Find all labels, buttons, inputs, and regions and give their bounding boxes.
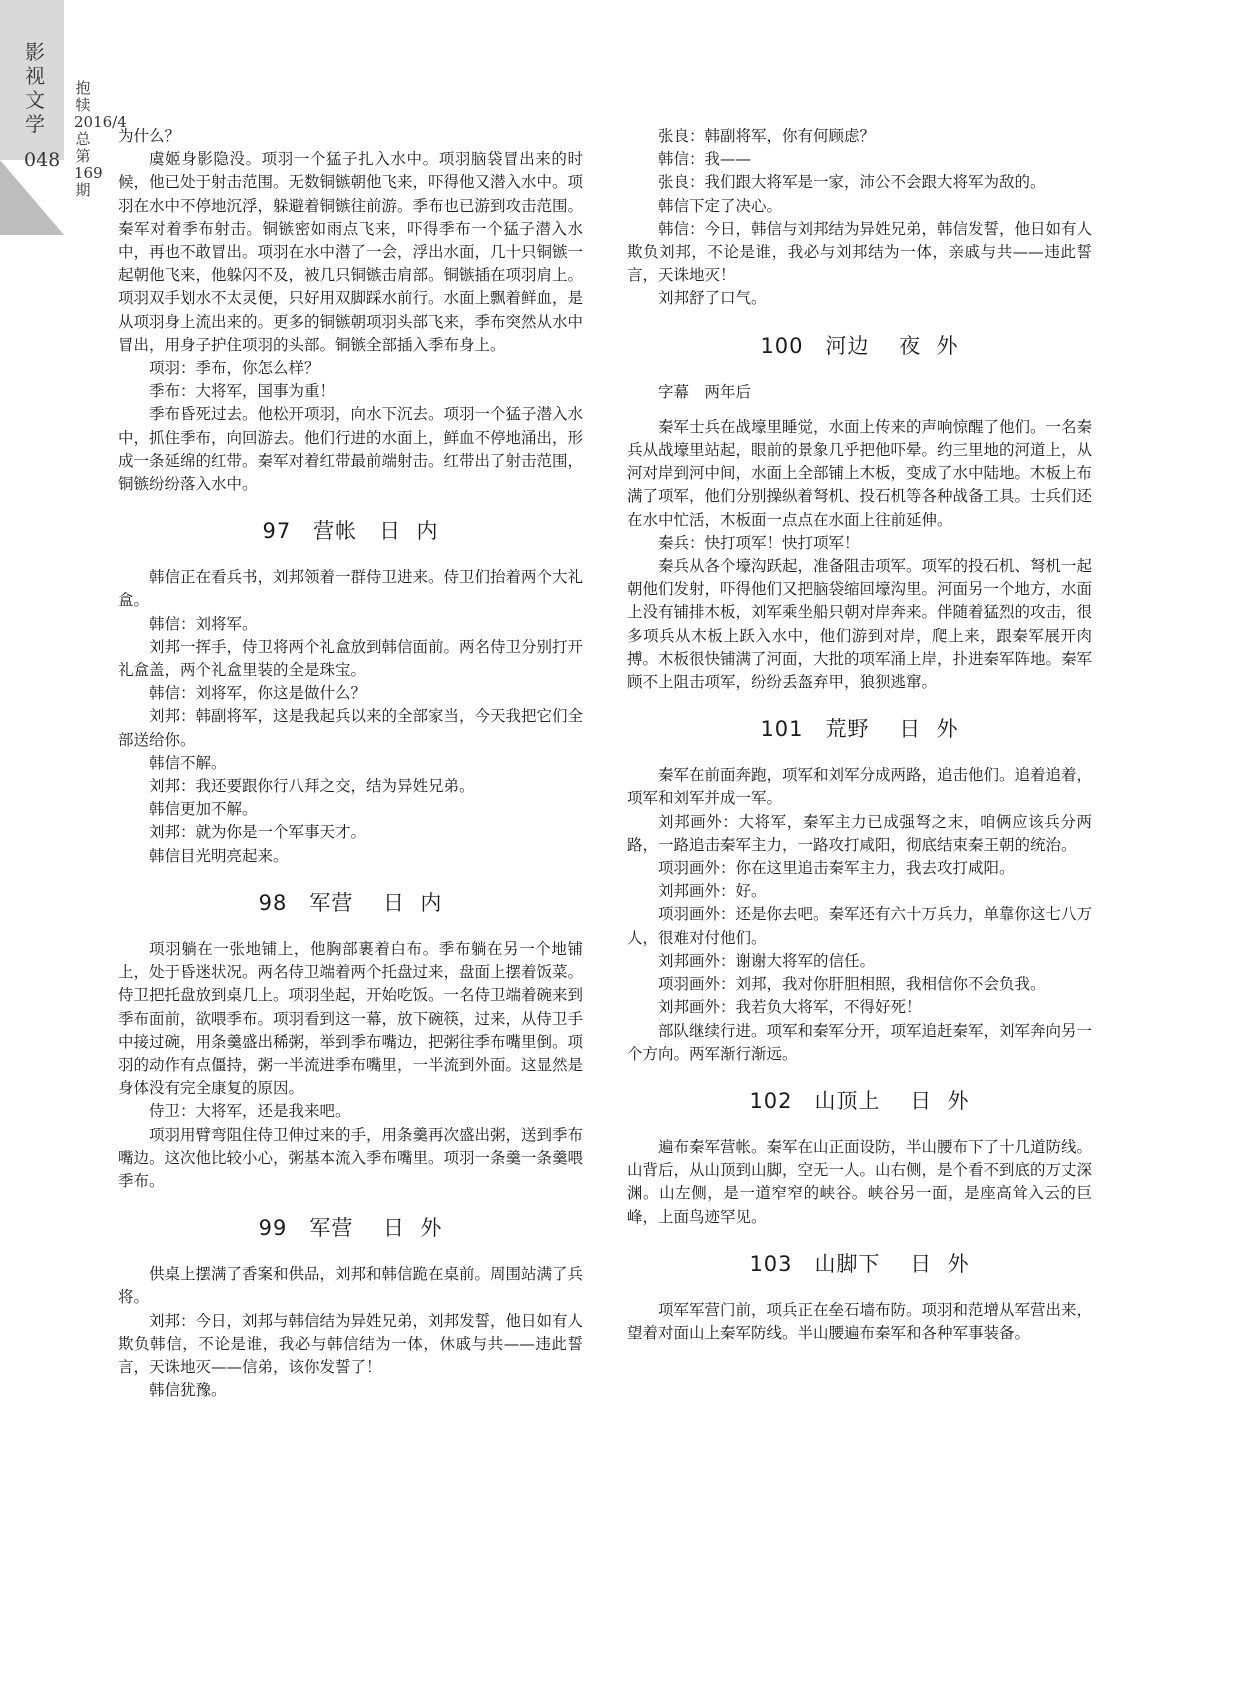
scene-heading: 97 营帐 日 内 [262,519,439,544]
paragraph: 项羽躺在一张地铺上，他胸部裹着白布。季布躺在另一个地铺上，处于昏迷状况。两名侍卫端着两个托盘过来，盘面上摆着饭菜。侍卫把托盘放到桌几上。项羽坐起，开始吃饭。一名侍卫端着碗来到季布面前，欲喂季布。项羽看到这一幕，放下碗筷，过来，从侍卫手中接过碗，用条羹盛出稀粥，举到季布嘴边，把粥往季布嘴里倒。项羽的动作有点僵持，粥一半流进季布嘴里，一半流到外面。这显然是身体没有完全康复的原因。 [118,939,584,1098]
spacer [627,404,1092,416]
paragraph: 秦兵：快打项军！快打项军！ [658,533,860,552]
paragraph: 部队继续行进。项军和秦军分开，项军追赶秦军，刘军奔向另一个方向。两军渐行渐远。 [627,1021,1093,1063]
paragraph: 刘邦一挥手，侍卫将两个礼盒放到韩信面前。两名侍卫分别打开礼盒盖，两个礼盒里装的全是珠宝。 [118,637,584,680]
issue-info: 抱犊2016/4 总第169期 [74,79,127,199]
paragraph: 韩信不解。 [149,753,227,772]
paragraph: 遍布秦军营帐。秦军在山正面设防，半山腰布下了十几道防线。山背后，从山顶到山脚，空无一人。山右侧，是个看不到底的万丈深渊。山左侧，是一道窄窄的峡谷。峡谷另一面，是座高耸入云的巨峰，上面鸟迹罕见。 [627,1137,1093,1226]
paragraph: 虞姬身影隐没。项羽一个猛子扎入水中。项羽脑袋冒出来的时候，他已处于射击范围。无数铜镞朝他飞来，吓得他又潜入水中。项羽在水中不停地沉浮，躲避着铜镞往前游。季布也已游到攻击范围。秦军对着季布射击。铜镞密如雨点飞来，吓得季布一个猛子潜入水中，再也不敢冒出。项羽在水中潜了一会，浮出水面，几十只铜镞一起朝他飞来，他躲闪不及，被几只铜镞击肩部。铜镞插在项羽肩上。项羽双手划水不太灵便，只好用双脚踩水前行。水面上飘着鲜血，是从项羽身上流出来的。更多的铜镞朝项羽头部飞来，季布突然从水中冒出，用身子护住项羽的头部。铜镞全部插入季布身上。 [118,150,584,354]
paragraph: 字幕 两年后 [658,382,752,401]
paragraph: 季布：大将军，国事为重！ [149,382,336,401]
paragraph: 秦军在前面奔跑，项军和刘军分成两路，追击他们。追着追着，项军和刘军并成一军。 [627,766,1093,808]
right-column [627,125,1092,1345]
left-column [118,125,583,1402]
paragraph: 刘邦画外：谢谢大将军的信任。 [658,951,876,970]
paragraph: 韩信：今日，韩信与刘邦结为异姓兄弟，韩信发誓，他日如有人欺负刘邦，不论是谁，我必与刘邦结为一体，亲戚与共——违此誓言，天诛地灭！ [627,219,1093,285]
paragraph: 项羽画外：还是你去吧。秦军还有六十万兵力，单靠你这七八万人，很难对付他们。 [627,905,1093,947]
paragraph: 刘邦：就为你是一个军事天才。 [149,823,367,842]
paragraph: 供桌上摆满了香案和供品，刘邦和韩信跪在桌前。周围站满了兵将。 [118,1265,584,1307]
paragraph: 韩信犹豫。 [149,1381,227,1400]
paragraph: 韩信更加不解。 [149,800,258,819]
paragraph: 韩信目光明亮起来。 [149,846,289,865]
page-number: 048 [24,149,61,171]
paragraph: 项羽用臂弯阻住侍卫伸过来的手，用条羹再次盛出粥，送到季布嘴边。这次他比较小心，粥基本流入季布嘴里。项羽一条羹一条羹喂季布。 [118,1125,584,1190]
scene-heading: 98 军营 日 内 [258,890,443,915]
paragraph: 项羽：季布，你怎么样？ [149,359,320,378]
paragraph: 为什么？ [118,127,181,145]
paragraph: 项羽画外：你在这里追击秦军主力，我去攻打咸阳。 [658,859,1015,878]
paragraph: 韩信：刘将军，你这是做什么？ [149,684,367,703]
paragraph: 刘邦画外：好。 [658,882,767,901]
paragraph: 项羽画外：刘邦，我对你肝胆相照，我相信你不会负我。 [658,975,1046,994]
paragraph: 韩信正在看兵书，刘邦领着一群侍卫进来。侍卫们抬着两个大礼盒。 [118,568,584,610]
paragraph: 秦兵从各个壕沟跃起，准备阻击项军。项军的投石机、弩机一起朝他们发射，吓得他们又把脑袋缩回壕沟里。河面另一个地方，水面上没有铺排木板，刘军乘坐船只朝对岸奔来。伴随着猛烈的攻击，很多项兵从木板上跃入水中，他们游到对岸，爬上来，跟秦军展开肉搏。木板很快铺满了河面，大批的项军涌上岸，扑进秦军阵地。秦军顾不上阻击项军，纷纷丢盔弃甲，狼狈逃窜。 [627,557,1093,692]
paragraph: 张良：我们跟大将军是一家，沛公不会跟大将军为敌的。 [658,173,1046,192]
page-corner-fold [0,160,64,235]
paragraph: 项军军营门前，项兵正在垒石墙布防。项羽和范增从军营出来，望着对面山上秦军防线。半山腰遍布秦军和各种军事装备。 [627,1300,1093,1342]
paragraph: 韩信下定了决心。 [658,196,783,215]
paragraph: 刘邦：我还要跟你行八拜之交，结为异姓兄弟。 [149,777,475,796]
scene-heading: 100 河边 夜 外 [760,333,959,358]
paragraph: 韩信：我—— [658,150,752,169]
scene-heading: 101 荒野 日 外 [760,717,959,742]
paragraph: 侍卫：大将军，还是我来吧。 [149,1102,351,1121]
paragraph: 季布昏死过去。他松开项羽，向水下沉去。项羽一个猛子潜入水中，抓住季布，向回游去。他们行进的水面上，鲜血不停地涌出，形成一条延绵的红带。秦军对着红带最前端射击。红带出了射击范围，铜镞纷纷落入水中。 [118,405,584,494]
paragraph: 刘邦画外：我若负大将军，不得好死！ [658,998,922,1017]
magazine-name: 影视文学 [25,40,45,136]
paragraph: 秦军士兵在战壕里睡觉，水面上传来的声响惊醒了他们。一名秦兵从战壕里站起，眼前的景象几乎把他吓晕。约三里地的河道上，从河对岸到河中间，水面上全部铺上木板，变成了水中陆地。木板上布满了项军，他们分别操纵着弩机、投石机等各种战备工具。士兵们还在水中忙活，木板面一点点在水面上往前延伸。 [627,417,1093,529]
scene-heading: 102 山顶上 日 外 [749,1088,970,1113]
paragraph: 刘邦：韩副将军，这是我起兵以来的全部家当，今天我把它们全部送给你。 [118,707,584,749]
paragraph: 刘邦画外：大将军，秦军主力已成强弩之末，咱俩应该兵分两路，一路追击秦军主力，一路攻打咸阳，彻底结束秦王朝的统治。 [627,812,1092,854]
paragraph: 张良：韩副将军，你有何顾虑？ [658,127,876,145]
scene-heading: 103 山脚下 日 外 [749,1251,970,1276]
scene-heading: 99 军营 日 外 [258,1216,443,1241]
paragraph: 刘邦舒了口气。 [658,289,767,308]
paragraph: 刘邦：今日，刘邦与韩信结为异姓兄弟，刘邦发誓，他日如有人欺负韩信，不论是谁，我必与韩信结为一体，休戚与共——违此誓言，天诛地灭——信弟，该你发誓了！ [118,1311,584,1376]
paragraph: 韩信：刘将军。 [149,614,258,633]
